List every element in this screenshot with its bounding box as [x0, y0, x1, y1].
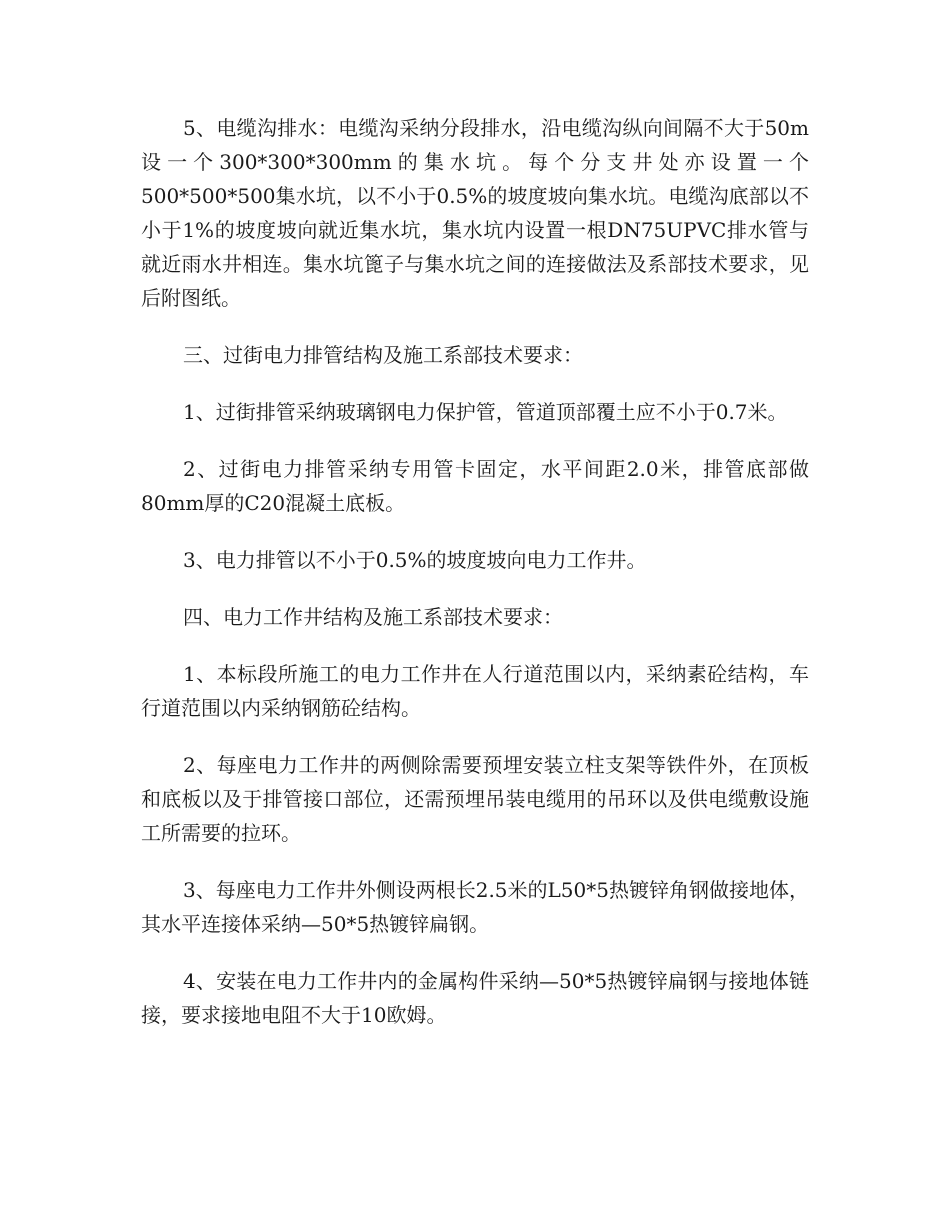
- section-heading-street-crossing-pipes: 三、过街电力排管结构及施工系部技术要求：: [183, 343, 583, 367]
- document-body: [141, 111, 809, 1055]
- paragraph-pipe-fixing: 2、过街电力排管采纳专用管卡固定，水平间距2.0米，排管底部做80mm厚的C20混凝土底板。: [141, 457, 809, 515]
- paragraph-pipe-slope: 3、电力排管以不小于0.5%的坡度坡向电力工作井。: [183, 548, 647, 572]
- paragraph-well-grounding-body: 3、每座电力工作井外侧设两根长2.5米的L50*5热镀锌角钢做接地体，其水平连接体采纳—50*5热镀锌扁钢。: [141, 878, 809, 936]
- paragraph-pipe-material: 1、过街排管采纳玻璃钢电力保护管，管道顶部覆土应不小于0.7米。: [183, 400, 788, 424]
- paragraph-well-grounding-resistance: 4、安装在电力工作井内的金属构件采纳—50*5热镀锌扁钢与接地体链接，要求接地电阻不大于10欧姆。: [141, 969, 809, 1027]
- section-heading-power-well: 四、电力工作井结构及施工系部技术要求：: [183, 605, 563, 629]
- paragraph-well-structure: 1、本标段所施工的电力工作井在人行道范围以内，采纳素砼结构，车行道范围以内采纳钢筋砼结构。: [141, 662, 809, 720]
- paragraph-well-embedded-parts: 2、每座电力工作井的两侧除需要预埋安装立柱支架等铁件外，在顶板和底板以及于排管接口部位，还需预埋吊装电缆用的吊环以及供电缆敷设施工所需要的拉环。: [141, 753, 809, 845]
- paragraph-cable-trench-drainage: 5、电缆沟排水：电缆沟采纳分段排水，沿电缆沟纵向间隔不大于50m设一个300*300*300mm的集水坑。每个分支井处亦设置一个500*500*500集水坑，以不小于0.5%的坡度坡向集水坑。电缆沟底部以不小于1%的坡度坡向就近集水坑，集水坑内设置一根DN75UPVC排水管与就近雨水井相连。集水坑篦子与集水坑之间的连接做法及系部技术要求，见后附图纸。: [141, 116, 809, 310]
